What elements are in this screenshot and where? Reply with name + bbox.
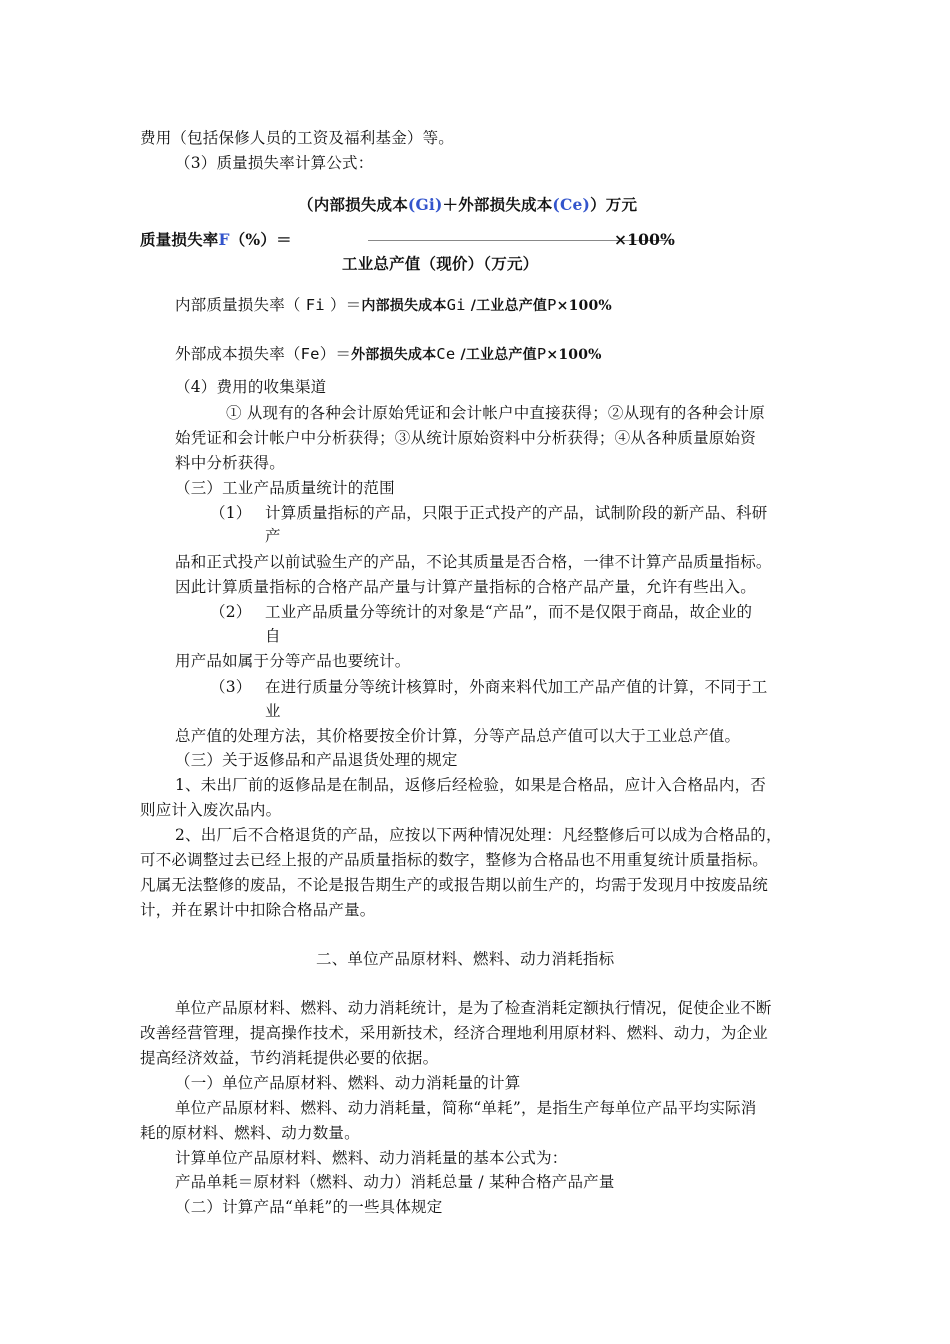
list-number: （1） — [210, 504, 252, 522]
text-line: 在进行质量分等统计核算时，外商来料代加工产品产值的计算，不同于工 — [265, 678, 768, 696]
text-line: 计算单位产品原材料、燃料、动力消耗量的基本公式为： — [175, 1149, 568, 1167]
formula-denominator: 工业总产值（现价）（万元） — [342, 254, 539, 273]
formula-numerator: （内部损失成本(Gi)＋外部损失成本(Ce)）万元 — [298, 195, 638, 214]
text-line: 自 — [265, 627, 281, 645]
formula-times: ×100% — [614, 230, 676, 249]
text-line: 1、未出厂前的返修品是在制品，返修后经检验，如果是合格品，应计入合格品内，否 — [175, 776, 766, 794]
text-line: 计算质量指标的产品，只限于正式投产的产品，试制阶段的新产品、科研 — [265, 504, 768, 522]
text-line: 改善经营管理，提高操作技术，采用新技术，经济合理地利用原材料、燃料、动力，为企业 — [140, 1024, 769, 1042]
text-line: 可不必调整过去已经上报的产品质量指标的数字，整修为合格品也不用重复统计质量指标。 — [140, 851, 769, 869]
text-line: 提高经济效益，节约消耗提供必要的依据。 — [140, 1049, 439, 1067]
text-line: 则应计入废次品内。 — [140, 801, 282, 819]
text-line: 用产品如属于分等产品也要统计。 — [175, 652, 411, 670]
formula-external: 外部成本损失率（Fe）＝外部损失成本Ce /工业总产值P×100% — [175, 345, 602, 363]
text-line: 单位产品原材料、燃料、动力消耗统计，是为了检查消耗定额执行情况，促使企业不断 — [175, 999, 772, 1017]
text-line: 因此计算质量指标的合格产品产量与计算产量指标的合格产品产量，允许有些出入。 — [175, 578, 756, 596]
text-line: （4）费用的收集渠道 — [175, 378, 327, 396]
formula-label: 质量损失率F（%）＝ — [140, 230, 292, 249]
text-line: 计，并在累计中扣除合格品产量。 — [140, 901, 376, 919]
text-line: 工业产品质量分等统计的对象是“产品”，而不是仅限于商品，故企业的 — [265, 603, 753, 621]
text-line: 耗的原材料、燃料、动力数量。 — [140, 1124, 360, 1142]
text-line: 品和正式投产以前试验生产的产品，不论其质量是否合格，一律不计算产品质量指标。 — [175, 553, 772, 571]
section-heading: （三）工业产品质量统计的范围 — [175, 479, 395, 497]
text-line: 产 — [265, 527, 281, 545]
text-line: 单位产品原材料、燃料、动力消耗量，简称“单耗”，是指生产每单位产品平均实际消 — [175, 1099, 757, 1117]
section-heading: （二）计算产品“单耗”的一些具体规定 — [175, 1198, 443, 1216]
list-number: （2） — [210, 603, 252, 621]
chapter-heading: 二、单位产品原材料、燃料、动力消耗指标 — [316, 950, 615, 968]
text-line: 凡属无法整修的废品，不论是报告期生产的或报告期以前生产的，均需于发现月中按废品统 — [140, 876, 769, 894]
formula-internal: 内部质量损失率（ Fi ）＝内部损失成本Gi /工业总产值P×100% — [175, 296, 612, 314]
text-line: 料中分析获得。 — [175, 454, 285, 472]
list-number: （3） — [210, 678, 252, 696]
text-line: 2、出厂后不合格退货的产品，应按以下两种情况处理：凡经整修后可以成为合格品的， — [175, 826, 782, 844]
section-heading: （一）单位产品原材料、燃料、动力消耗量的计算 — [175, 1074, 521, 1092]
section-heading: （三）关于返修品和产品退货处理的规定 — [175, 751, 458, 769]
text-line: 始凭证和会计帐户中分析获得；③从统计原始资料中分析获得；④从各种质量原始资 — [175, 429, 756, 447]
text-line: ① 从现有的各种会计原始凭证和会计帐户中直接获得；②从现有的各种会计原 — [226, 404, 765, 422]
text-line: 业 — [265, 702, 281, 720]
text-line: 总产值的处理方法，其价格要按全价计算，分等产品总产值可以大于工业总产值。 — [175, 727, 741, 745]
formula-line: 产品单耗＝原材料（燃料、动力）消耗总量 / 某种合格产品产量 — [175, 1173, 615, 1191]
text-line: （3）质量损失率计算公式： — [175, 154, 374, 172]
text-line: 费用（包括保修人员的工资及福利基金）等。 — [140, 129, 455, 147]
